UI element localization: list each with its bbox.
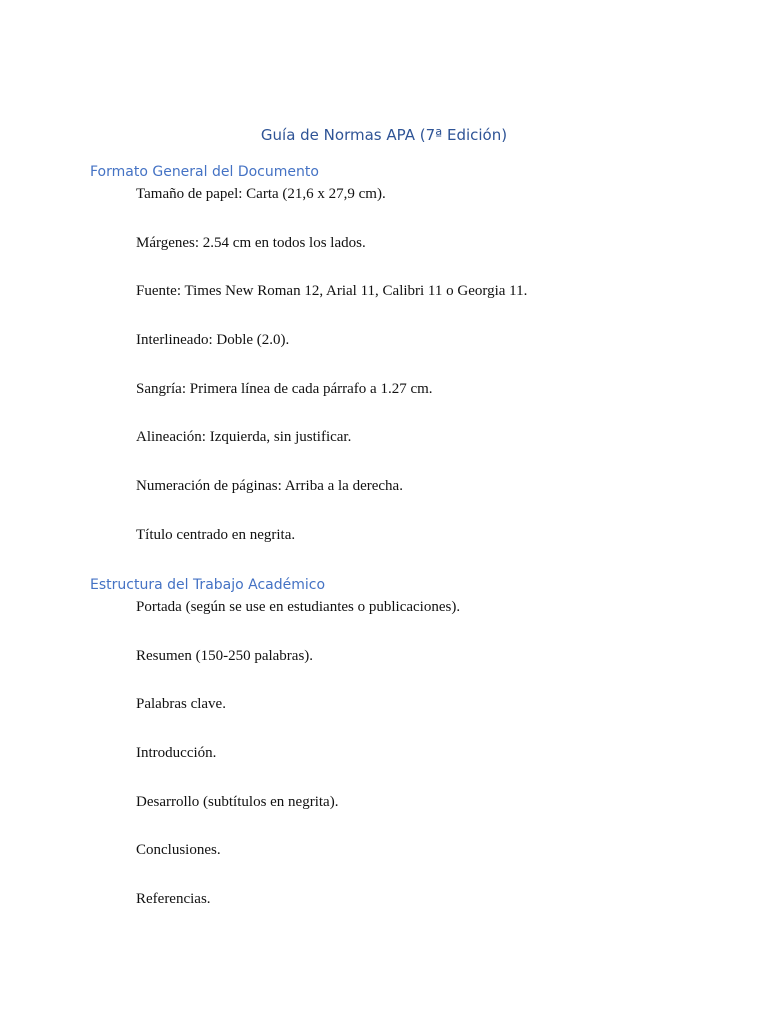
list-item: Márgenes: 2.54 cm en todos los lados. [136, 235, 366, 251]
list-item: Interlineado: Doble (2.0). [136, 332, 290, 348]
list-item: Portada (según se use en estudiantes o publicaciones). [136, 599, 461, 615]
list-item: Conclusiones. [136, 842, 221, 858]
list-item: Numeración de páginas: Arriba a la derecha. [136, 478, 403, 494]
list-item: Fuente: Times New Roman 12, Arial 11, Calibri 11 o Georgia 11. [136, 283, 528, 299]
document-title: Guía de Normas APA (7ª Edición) [260, 126, 508, 144]
list-item: Referencias. [136, 891, 211, 907]
list-item: Resumen (150-250 palabras). [136, 648, 314, 664]
list-item: Tamaño de papel: Carta (21,6 x 27,9 cm). [136, 186, 386, 202]
section-heading-estructura: Estructura del Trabajo Académico [90, 577, 326, 593]
list-item: Introducción. [136, 745, 217, 761]
list-item: Palabras clave. [136, 696, 226, 712]
list-item: Alineación: Izquierda, sin justificar. [136, 429, 352, 445]
list-item: Desarrollo (subtítulos en negrita). [136, 794, 339, 810]
list-item: Sangría: Primera línea de cada párrafo a 1.27 cm. [136, 381, 433, 397]
list-item: Título centrado en negrita. [136, 527, 296, 543]
section-heading-formato: Formato General del Documento [90, 164, 319, 180]
